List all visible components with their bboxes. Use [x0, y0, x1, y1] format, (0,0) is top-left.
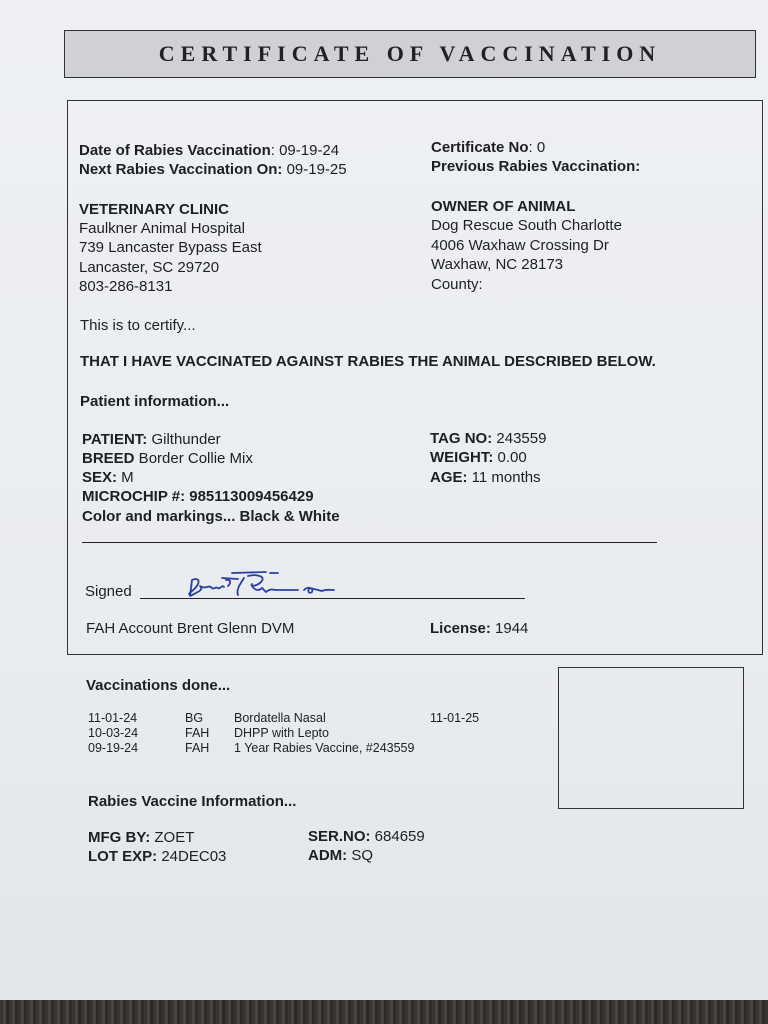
vaccination-by: FAH — [185, 726, 210, 740]
serial-line — [308, 827, 425, 846]
handwritten-signature — [186, 570, 366, 604]
clinic-address-2: Lancaster, SC 29720 — [79, 259, 220, 276]
breed-label: BREED — [82, 450, 135, 467]
certificate-no-line — [431, 138, 545, 157]
vaccination-date: 09-19-24 — [88, 741, 139, 755]
clinic-heading: VETERINARY CLINIC — [79, 201, 230, 218]
certificate-no-label: Certificate No — [431, 139, 529, 156]
divider-line — [82, 542, 657, 543]
age-label: AGE: — [430, 469, 468, 486]
certificate-no-sep: : — [528, 139, 533, 156]
weight-value: 0.00 — [493, 449, 527, 466]
weight-label: WEIGHT: — [430, 449, 494, 466]
owner-county: County: — [431, 276, 483, 293]
owner-address-1: 4006 Waxhaw Crossing Dr — [431, 237, 609, 254]
serial-value: 684659 — [370, 828, 425, 845]
tag-value: 243559 — [492, 430, 547, 447]
vaccination-by: BG — [185, 711, 204, 725]
table-surface — [0, 1000, 768, 1024]
previous-rabies-label: Previous Rabies Vaccination: — [431, 158, 641, 175]
license-line — [430, 619, 528, 638]
license-value: 1944 — [490, 620, 529, 637]
owner-name: Dog Rescue South Charlotte — [431, 217, 622, 234]
next-rabies-label: Next Rabies Vaccination On: — [79, 161, 283, 178]
next-rabies-value: 09-19-25 — [282, 161, 347, 178]
age-line — [430, 468, 541, 487]
rabies-date-sep: : — [270, 142, 275, 159]
vaccination-due: 11-01-25 — [430, 711, 480, 725]
vaccinations-heading: Vaccinations done... — [86, 677, 231, 694]
lot-exp-line — [88, 847, 226, 866]
sex-label: SEX: — [82, 469, 118, 486]
rabies-date-value: 09-19-24 — [274, 142, 340, 159]
certificate-title: CERTIFICATE OF VACCINATION — [158, 41, 662, 66]
stamp-box — [558, 667, 744, 809]
age-value: 11 months — [467, 469, 541, 486]
microchip-value: 985113009456429 — [185, 488, 314, 505]
certify-intro: This is to certify... — [80, 317, 196, 334]
vaccination-date: 10-03-24 — [88, 726, 139, 740]
microchip-line — [82, 487, 314, 506]
patient-heading: Patient information... — [80, 393, 230, 410]
mfg-value: ZOET — [150, 829, 195, 846]
serial-label: SER.NO: — [308, 828, 371, 845]
owner-heading: OWNER OF ANIMAL — [431, 198, 576, 215]
vaccination-by: FAH — [185, 741, 210, 755]
vaccination-name: Bordatella Nasal — [234, 711, 326, 725]
next-rabies-line — [79, 160, 347, 179]
mfg-label: MFG BY: — [88, 829, 151, 846]
breed-line — [82, 449, 253, 468]
adm-line — [308, 846, 373, 865]
vaccination-name: 1 Year Rabies Vaccine, #243559 — [234, 741, 415, 755]
sex-line — [82, 468, 134, 487]
vaccination-name: DHPP with Lepto — [234, 726, 329, 740]
rabies-info-heading: Rabies Vaccine Information... — [88, 793, 297, 810]
clinic-address-1: 739 Lancaster Bypass East — [79, 239, 262, 256]
clinic-phone: 803-286-8131 — [79, 278, 173, 295]
rabies-date-line — [79, 141, 339, 160]
patient-name-value: Gilthunder — [147, 431, 221, 448]
certify-statement: THAT I HAVE VACCINATED AGAINST RABIES THE ANIMAL DESCRIBED BELOW. — [80, 353, 656, 370]
microchip-label: MICROCHIP #: — [82, 488, 186, 505]
rabies-date-label: Date of Rabies Vaccination — [79, 142, 271, 159]
mfg-line — [88, 828, 194, 847]
owner-address-2: Waxhaw, NC 28173 — [431, 256, 564, 273]
signed-label: Signed — [85, 583, 132, 600]
patient-name-line — [82, 430, 221, 449]
account-line: FAH Account Brent Glenn DVM — [86, 620, 295, 637]
adm-value: SQ — [347, 847, 373, 864]
patient-name-label: PATIENT: — [82, 431, 148, 448]
license-label: License: — [430, 620, 491, 637]
vaccination-date: 11-01-24 — [88, 711, 138, 725]
color-markings: Color and markings... Black & White — [82, 508, 340, 525]
certificate-no-value: 0 — [532, 139, 546, 156]
title-banner — [64, 30, 756, 78]
sex-value: M — [117, 469, 134, 486]
adm-label: ADM: — [308, 847, 348, 864]
breed-value: Border Collie Mix — [134, 450, 253, 467]
clinic-name: Faulkner Animal Hospital — [79, 220, 245, 237]
lot-exp-value: 24DEC03 — [157, 848, 227, 865]
weight-line — [430, 448, 527, 467]
certificate-main-box — [67, 100, 763, 655]
tag-line — [430, 429, 546, 448]
tag-label: TAG NO: — [430, 430, 493, 447]
lot-exp-label: LOT EXP: — [88, 848, 158, 865]
